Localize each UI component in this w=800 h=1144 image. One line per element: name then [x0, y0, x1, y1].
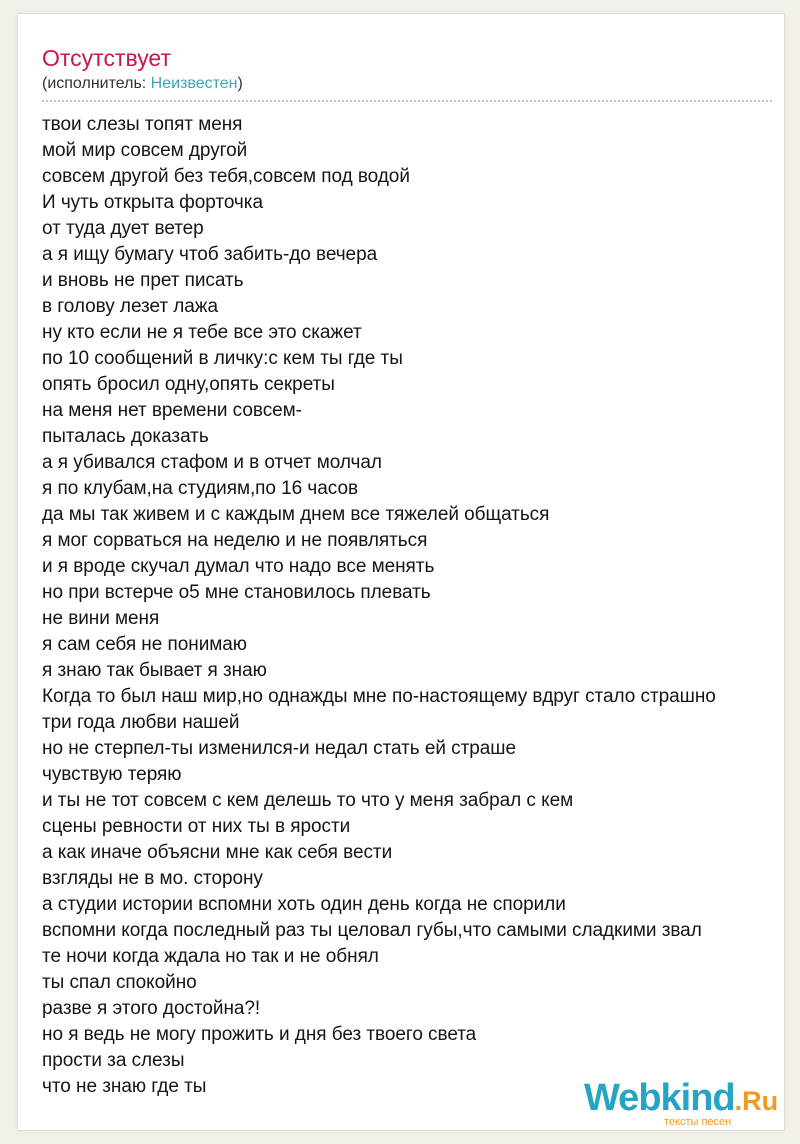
lyric-line: а я убивался стафом и в отчет молчал — [42, 452, 382, 473]
lyric-line: да мы так живем и с каждым днем все тяжелей общаться — [42, 504, 550, 525]
song-title: Отсутствует — [42, 45, 171, 71]
artist-prefix: (исполнитель: — [42, 75, 151, 92]
logo-tagline: тексты песен — [664, 1116, 732, 1128]
lyric-line: от туда дует ветер — [42, 218, 204, 239]
artist-link[interactable]: Неизвестен — [150, 75, 238, 92]
lyric-line: чувствую теряю — [42, 764, 182, 785]
lyric-line: но не стерпел-ты изменился-и недал стать ей страше — [42, 738, 517, 759]
lyric-line: И чуть открыта форточка — [42, 192, 263, 213]
lyric-line: я знаю так бывает я знаю — [42, 660, 267, 681]
lyric-line: взгляды не в мо. сторону — [42, 868, 263, 889]
lyric-line: и вновь не прет писать — [42, 270, 244, 291]
lyric-line: те ночи когда ждала но так и не обнял — [42, 946, 379, 967]
lyric-line: опять бросил одну,опять секреты — [42, 374, 335, 395]
lyrics-page — [17, 13, 785, 1131]
lyric-line: но я ведь не могу прожить и дня без твоего света — [42, 1024, 477, 1045]
artist-line — [42, 74, 243, 94]
lyric-line: на меня нет времени совсем- — [42, 400, 302, 421]
logo-name: Webkind — [584, 1077, 735, 1119]
logo-tld: .Ru — [734, 1086, 779, 1116]
lyric-line: Когда то был наш мир,но однажды мне по-настоящему вдруг стало страшно — [42, 686, 716, 707]
lyric-line: вспомни когда последный раз ты целовал губы,что самыми сладкими звал — [42, 920, 702, 941]
lyric-line: в голову лезет лажа — [42, 296, 218, 317]
site-logo[interactable] — [584, 1076, 784, 1132]
lyric-line: разве я этого достойна?! — [42, 998, 261, 1019]
lyrics-text — [42, 112, 772, 1100]
lyric-line: я сам себя не понимаю — [42, 634, 247, 655]
lyric-line: совсем другой без тебя,совсем под водой — [42, 166, 410, 187]
lyric-line: и ты не тот совсем с кем делешь то что у меня забрал с кем — [42, 790, 574, 811]
lyric-line: по 10 сообщений в личку:с кем ты где ты — [42, 348, 403, 369]
lyric-line: ну кто если не я тебе все это скажет — [42, 322, 362, 343]
lyric-line: я по клубам,на студиям,по 16 часов — [42, 478, 359, 499]
lyric-line: но при встерче о5 мне становилось плевать — [42, 582, 431, 603]
lyric-line: не вини меня — [42, 608, 160, 629]
lyric-line: три года любви нашей — [42, 712, 240, 733]
lyric-line: а я ищу бумагу чтоб забить-до вечера — [42, 244, 378, 265]
lyric-line: твои слезы топят меня — [42, 114, 243, 135]
lyric-line: прости за слезы — [42, 1050, 185, 1071]
lyric-line: пыталась доказать — [42, 426, 209, 447]
divider — [42, 100, 772, 102]
lyric-line: а как иначе объясни мне как себя вести — [42, 842, 393, 863]
lyric-line: мой мир совсем другой — [42, 140, 248, 161]
lyric-line: а студии истории вспомни хоть один день когда не спорили — [42, 894, 566, 915]
lyric-line: что не знаю где ты — [42, 1076, 207, 1097]
lyric-line: я мог сорваться на неделю и не появляться — [42, 530, 428, 551]
lyric-line: и я вроде скучал думал что надо все менять — [42, 556, 435, 577]
artist-suffix: ) — [237, 75, 243, 92]
lyric-line: ты спал спокойно — [42, 972, 197, 993]
lyric-line: сцены ревности от них ты в ярости — [42, 816, 351, 837]
